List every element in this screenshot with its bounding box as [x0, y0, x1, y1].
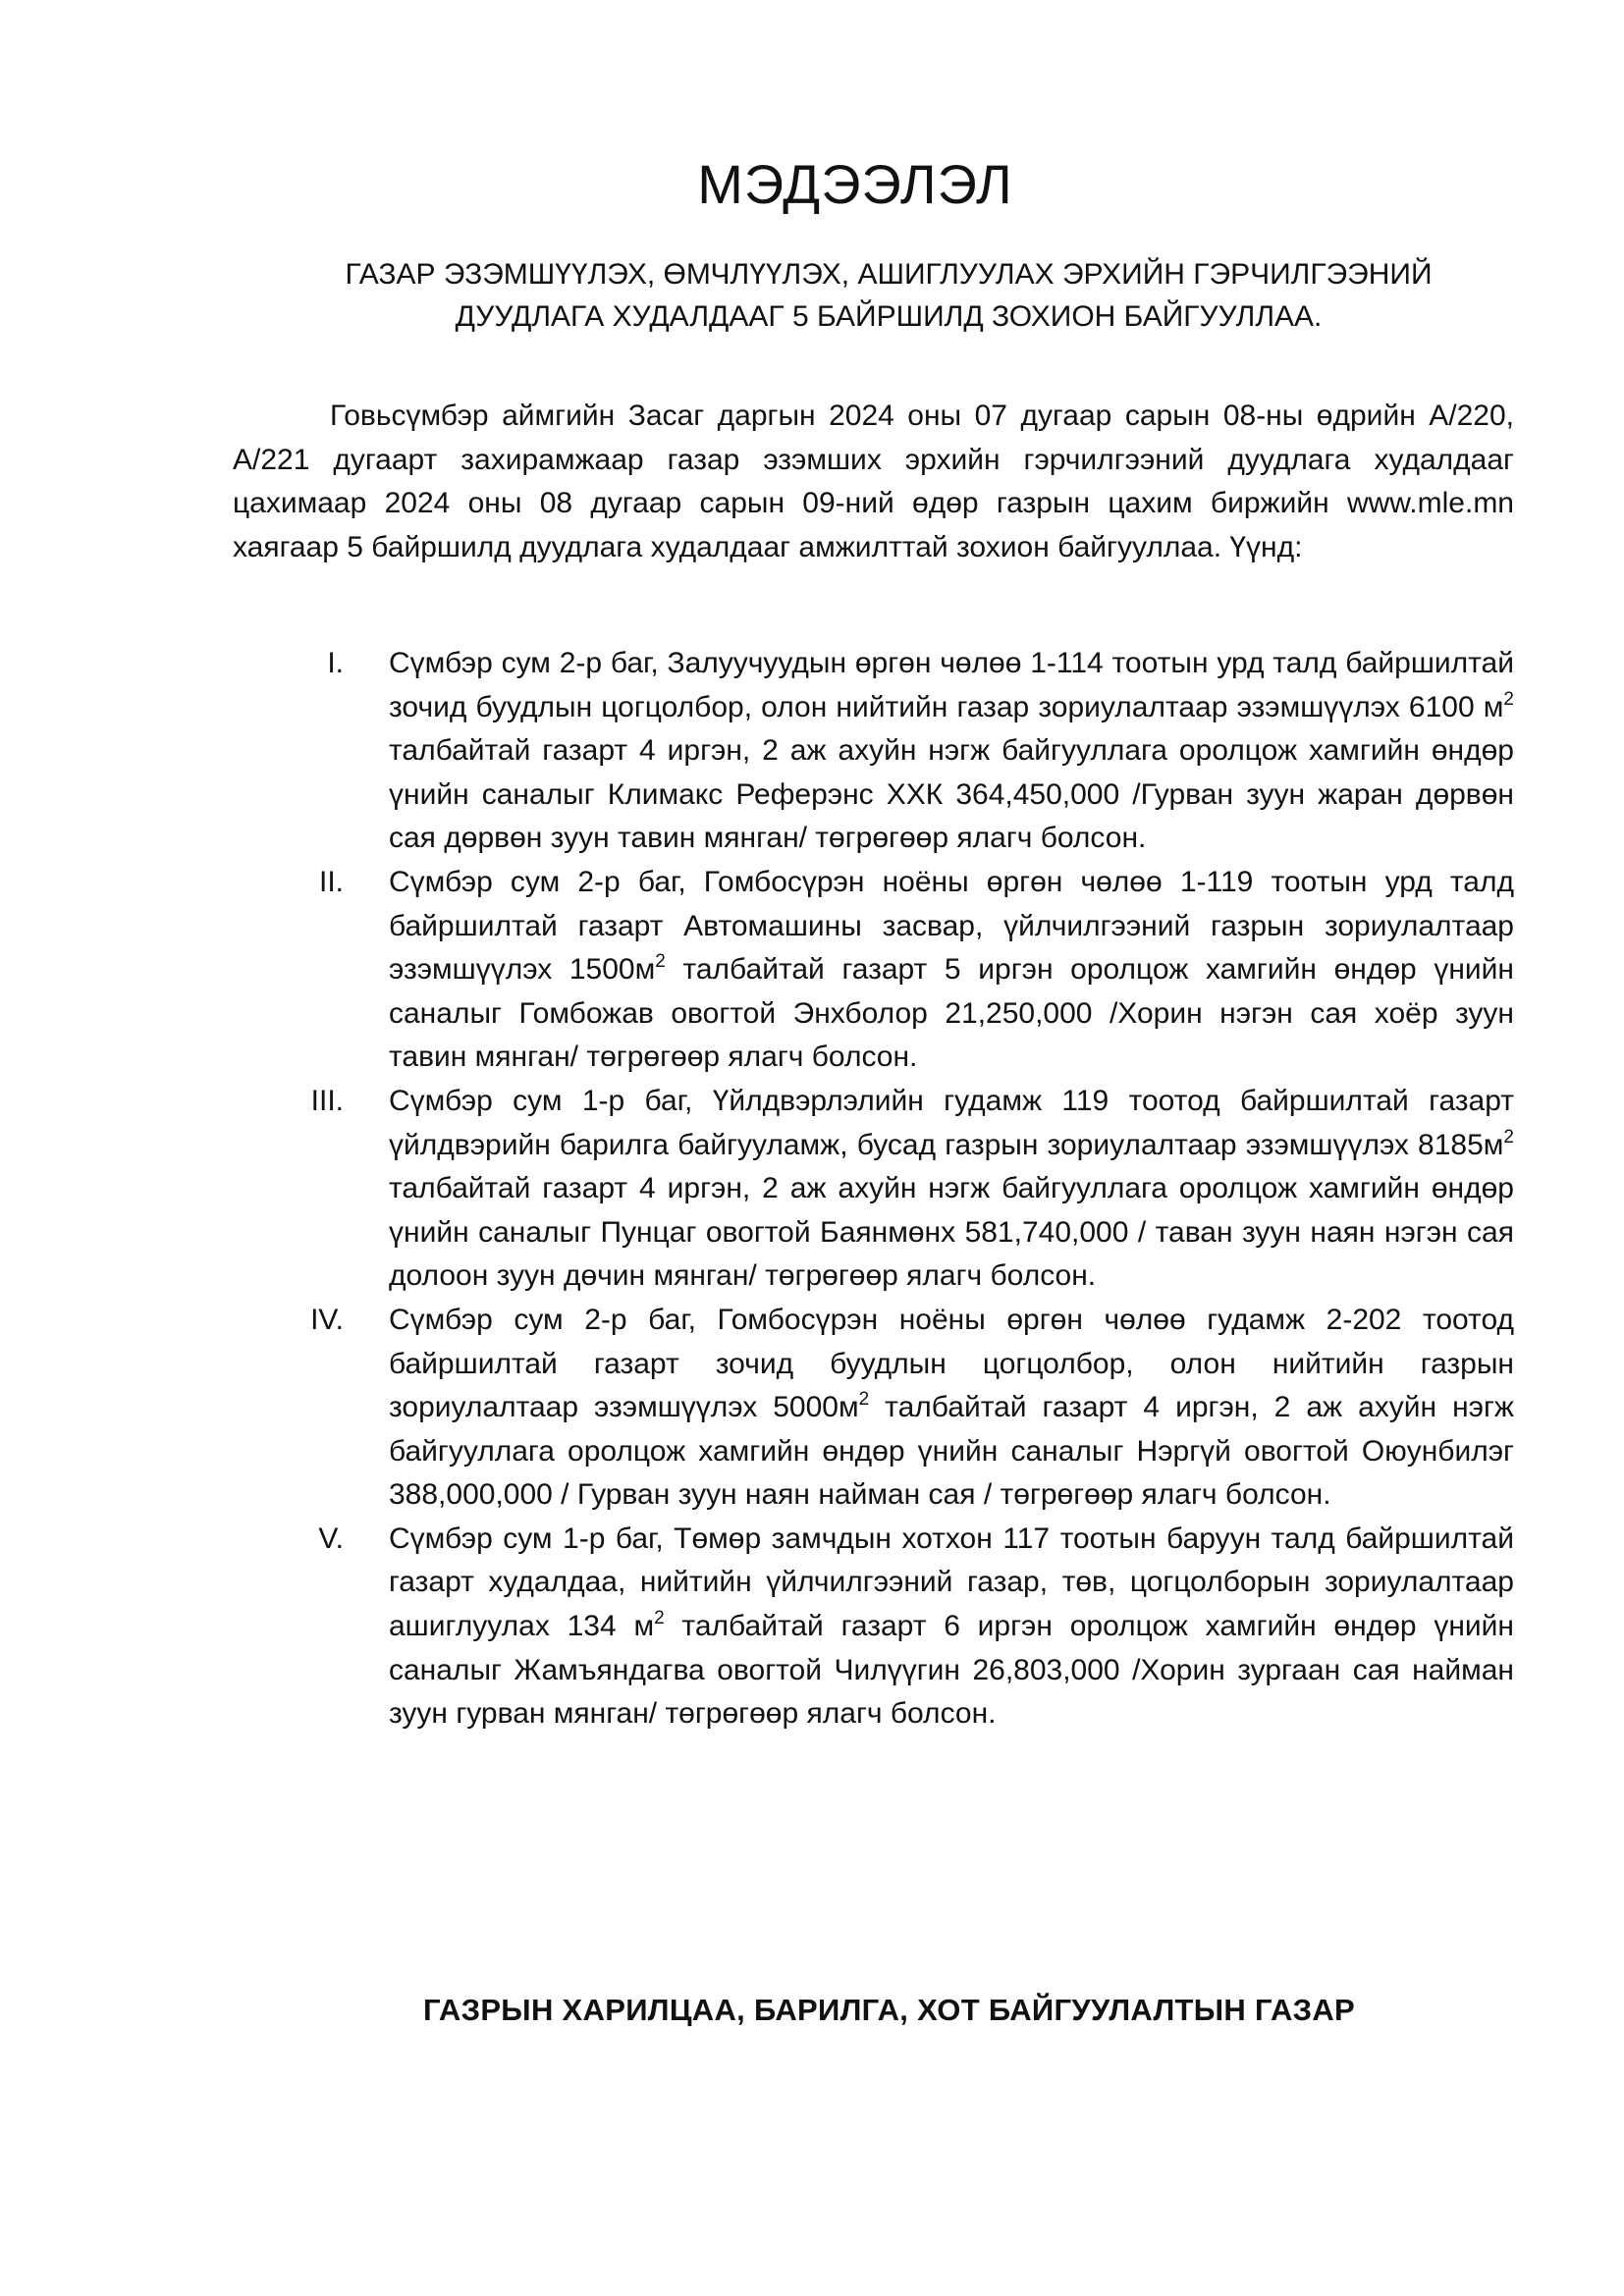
subtitle-line-1: ГАЗАР ЭЗЭМШҮҮЛЭХ, ӨМЧЛҮҮЛЭХ, АШИГЛУУЛАХ ЭРХИЙН ГЭРЧИЛГЭЭНИЙ: [345, 258, 1433, 291]
list-item-text-end: талбайтай газарт 5 иргэн оролцож хамгийн өндөр үнийн саналыг Гомбожав овогтой Энхболор 21,250,000 /Хорин нэгэн сая хоёр зуун тавин мянган/ төгрөгөөр ялагч болсон.: [389, 953, 1514, 1074]
list-item-text-end: талбайтай газарт 4 иргэн, 2 аж ахуйн нэгж байгууллага оролцож хамгийн өндөр үнийн саналыг Пунцаг овогтой Баянмөнх 581,740,000 / таван зуун наян нэгэн сая долоон зуун дөчин мянган/ төгрөгөөр ялагч болсон.: [389, 1172, 1514, 1293]
list-item-text-end: талбайтай газарт 4 иргэн, 2 аж ахуйн нэгж байгууллага оролцож хамгийн өндөр үнийн саналыг Климакс Реферэнс ХХК 364,450,000 /Гурван зуун жаран дөрвөн сая дөрвөн зуун тавин мянган/ төгрөгөөр ялагч болсон.: [389, 734, 1514, 855]
area-unit-superscript: 2: [858, 1389, 870, 1411]
area-unit-superscript: 2: [1503, 688, 1514, 710]
list-item: [245, 1080, 1514, 1299]
list-item: [245, 1299, 1514, 1518]
list-item-text-start: Сүмбэр сум 2-р баг, Гомбосүрэн ноёны өргөн чөлөө 1-119 тоотын урд талд байршилтай газарт Автомашины засвар, үйлчилгээний газрын зориулалтаар эзэмшүүлэх 1500м: [389, 865, 1514, 987]
area-unit-superscript: 2: [654, 1608, 665, 1629]
intro-paragraph: Говьсүмбэр аймгийн Засаг даргын 2024 оны 07 дугаар сарын 08-ны өдрийн А/220, А/221 дугаарт захирамжаар газар эзэмших эрхийн гэрчилгээний дуудлага худалдааг цахимаар 2024 оны 08 дугаар сарын 09-ний өдөр газрын цахим биржийн www.mle.mn хаягаар 5 байршилд дуудлага худалдааг амжилттай зохион байгууллаа. Үүнд:: [233, 400, 1514, 563]
issuing-department: ГАЗРЫН ХАРИЛЦАА, БАРИЛГА, ХОТ БАЙГУУЛАЛТЫН ГАЗАР: [423, 1993, 1356, 2027]
list-item-numeral: V.: [318, 1522, 344, 1555]
list-item: [245, 1518, 1514, 1736]
list-item: [245, 642, 1514, 861]
list-item-numeral: I.: [327, 647, 344, 679]
area-unit-superscript: 2: [655, 951, 666, 973]
subtitle-line-2: ДУУДЛАГА ХУДАЛДААГ 5 БАЙРШИЛД ЗОХИОН БАЙГУУЛЛАА.: [455, 300, 1323, 333]
list-item-numeral: IV.: [310, 1303, 344, 1336]
area-unit-superscript: 2: [1503, 1126, 1514, 1148]
list-item-text-start: Сүмбэр сум 2-р баг, Залуучуудын өргөн чөлөө 1-114 тоотын урд талд байршилтай зочид буудлын цогцолбор, олон нийтийн газар зориулалтаар эзэмшүүлэх 6100 м: [389, 647, 1514, 723]
list-item: [245, 861, 1514, 1080]
document-subtitle: [236, 253, 1542, 338]
list-item-numeral: II.: [318, 865, 344, 898]
list-item-numeral: III.: [310, 1084, 344, 1117]
list-item-text-start: Сүмбэр сум 1-р баг, Төмөр замчдын хотхон 117 тоотын баруун талд байршилтай газарт худалдаа, нийтийн үйлчилгээний газар, төв, цогцолборын зориулалтаар ашиглуулах 134 м: [389, 1522, 1514, 1643]
list-item-text-end: талбайтай газарт 6 иргэн оролцож хамгийн өндөр үнийн саналыг Жамъяндагва овогтой Чилүүгин 26,803,000 /Хорин зургаан сая найман зуун гурван мянган/ төгрөгөөр ялагч болсон.: [389, 1610, 1514, 1731]
list-item-text-start: Сүмбэр сум 2-р баг, Гомбосүрэн ноёны өргөн чөлөө гудамж 2-202 тоотод байршилтай газарт зочид буудлын цогцолбор, олон нийтийн газрын зориулалтаар эзэмшүүлэх 5000м: [389, 1303, 1514, 1424]
document-title: МЭДЭЭЛЭЛ: [697, 153, 1013, 215]
list-item-text-start: Сүмбэр сум 1-р баг, Үйлдвэрлэлийн гудамж 119 тоотод байршилтай газарт үйлдвэрийн барилга байгууламж, бусад газрын зориулалтаар эзэмшүүлэх 8185м: [389, 1084, 1514, 1161]
list-item-text-end: талбайтай газарт 4 иргэн, 2 аж ахуйн нэгж байгууллага оролцож хамгийн өндөр үнийн саналыг Нэргүй овогтой Оюунбилэг 388,000,000 / Гурван зуун наян найман сая / төгрөгөөр ялагч болсон.: [389, 1391, 1514, 1512]
auction-results-list: [245, 642, 1514, 1736]
